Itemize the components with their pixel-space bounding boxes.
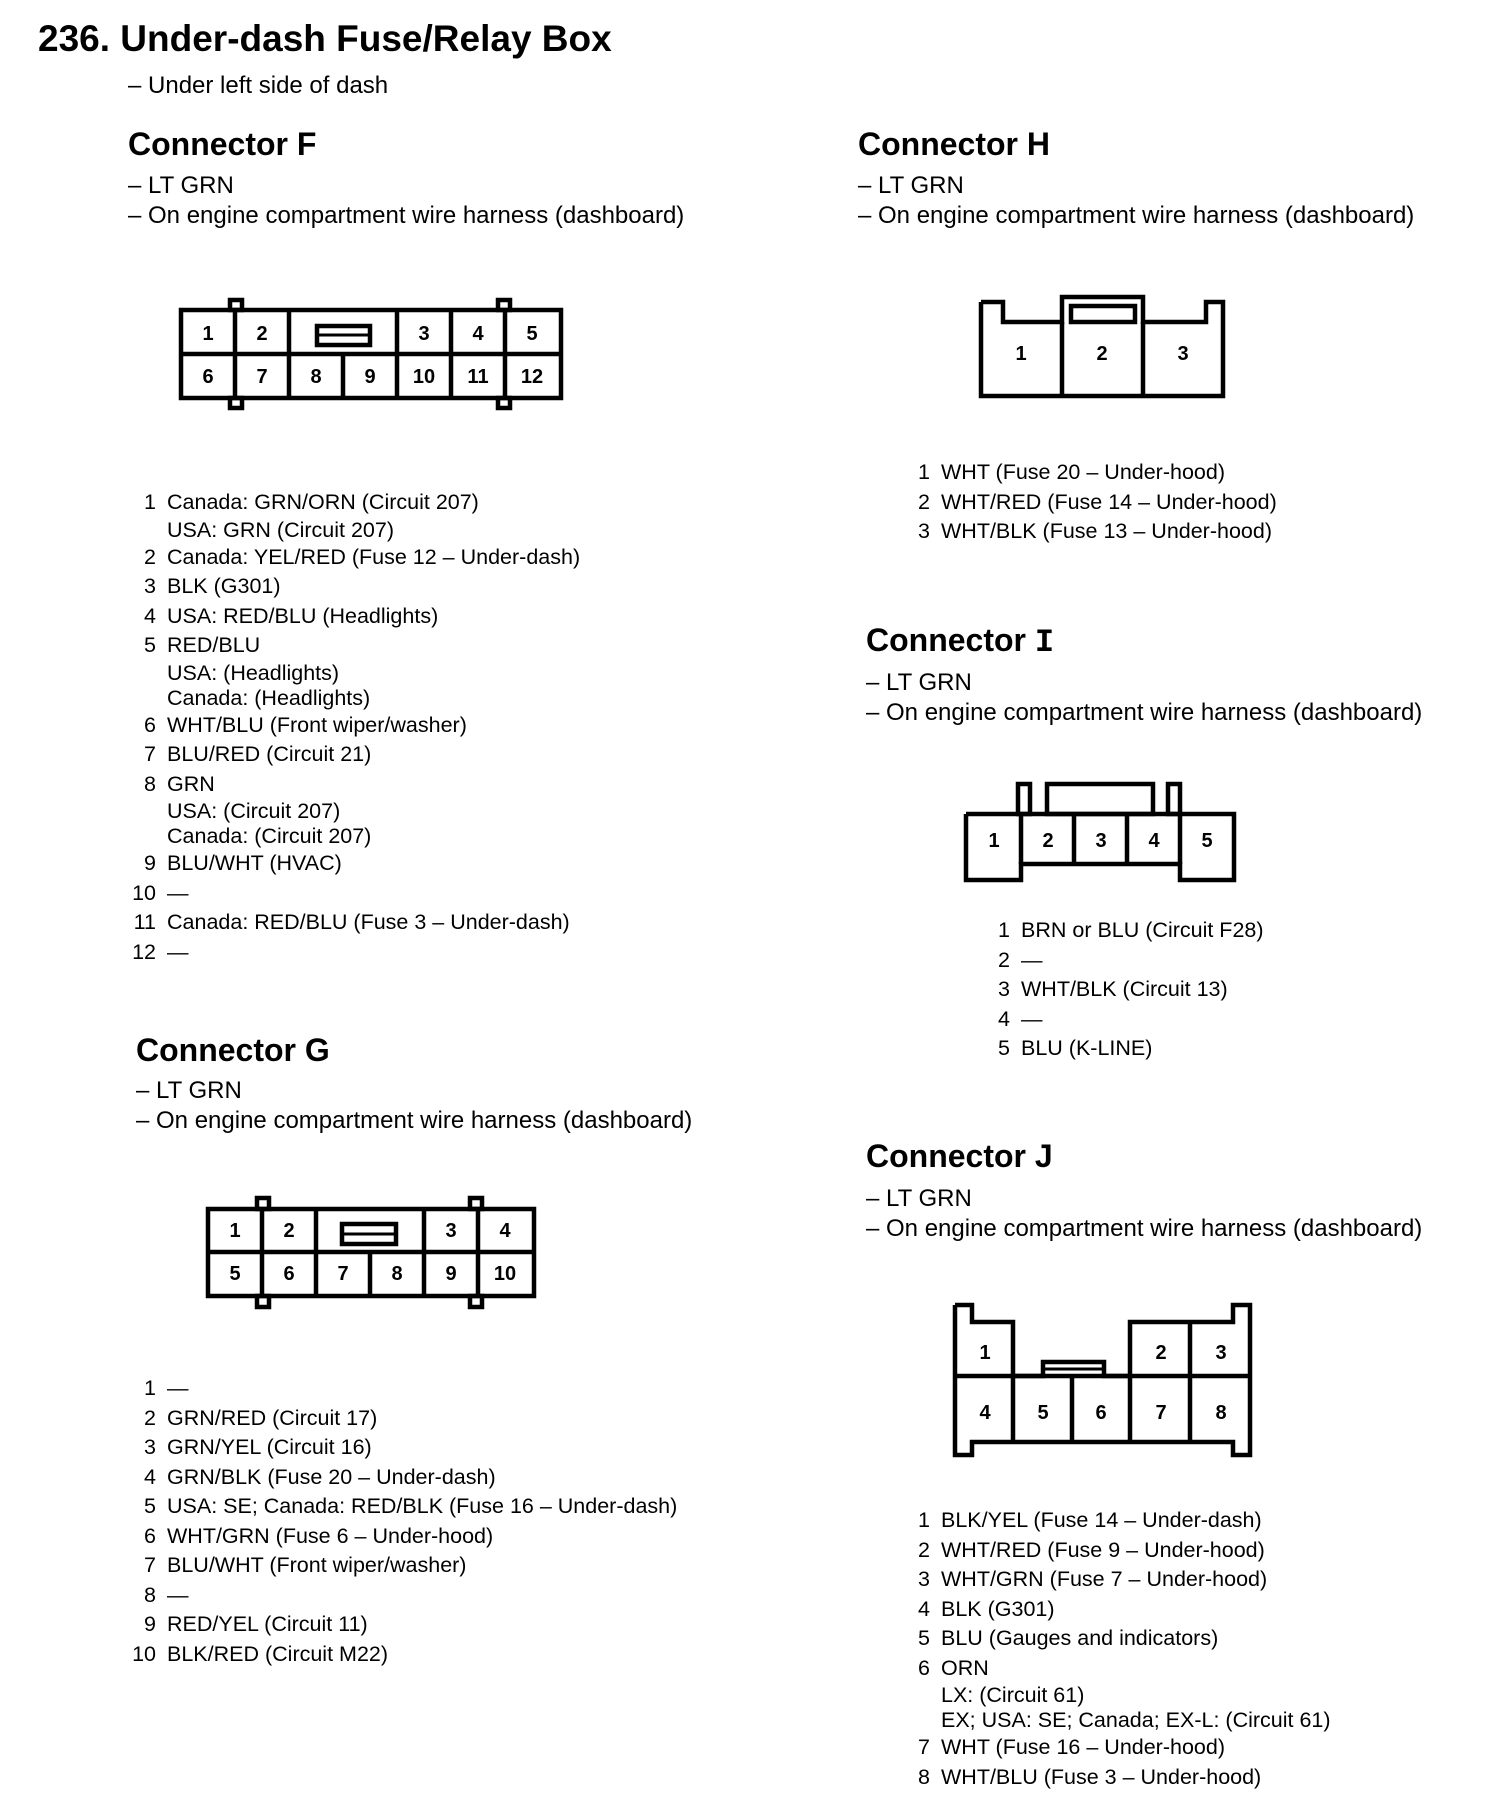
pin-number: 1 — [144, 1376, 156, 1400]
pin-number: 6 — [144, 1523, 156, 1548]
page-location: – Under left side of dash — [128, 72, 389, 99]
pin-description: WHT (Fuse 20 – Under-hood) — [941, 460, 1225, 484]
pin-description: BLK/RED (Circuit M22) — [167, 1641, 389, 1666]
connector-j-cavity-2: 2 — [1155, 1342, 1167, 1364]
pin-number: 12 — [132, 939, 156, 964]
connector-g-heading-prefix: Connector — [136, 1032, 296, 1068]
connector-f-cavity-1: 1 — [202, 323, 214, 345]
connector-h-cavity-2: 2 — [1096, 343, 1108, 365]
connector-i-cavity-4: 4 — [1148, 830, 1160, 852]
pin-number: 4 — [998, 1006, 1010, 1031]
pin-number: 8 — [144, 1582, 156, 1607]
connector-g-cavity-10: 10 — [493, 1263, 517, 1285]
pin-number: 7 — [144, 1553, 156, 1577]
pin-number: 3 — [144, 1435, 156, 1459]
pin-description: GRN/BLK (Fuse 20 – Under-dash) — [167, 1464, 496, 1489]
connector-j-heading-prefix: Connector — [866, 1138, 1026, 1174]
pin-number: 2 — [918, 489, 930, 514]
pin-number: 9 — [144, 1612, 156, 1636]
pin-row — [905, 1763, 1331, 1793]
connector-f-cavity-11: 11 — [467, 366, 489, 388]
pin-number: 10 — [132, 880, 156, 905]
pin-description: BLU (K-LINE) — [1021, 1036, 1153, 1060]
connector-j-pin-list — [905, 1506, 1331, 1792]
pin-number: 3 — [918, 519, 930, 543]
pin-description: Canada: YEL/RED (Fuse 12 – Under-dash) — [167, 544, 581, 569]
connector-g-letter: G — [304, 1032, 330, 1068]
pin-number: 4 — [144, 1464, 156, 1489]
pin-description: USA: RED/BLU (Headlights) — [167, 603, 439, 628]
pin-row — [905, 1654, 1331, 1734]
pin-description: USA: SE; Canada: RED/BLK (Fuse 16 – Under-dash) — [167, 1494, 678, 1518]
pin-subnote: USA: GRN (Circuit 207) — [167, 517, 394, 542]
pin-row — [905, 1506, 1331, 1536]
pin-description: — — [167, 1376, 189, 1400]
pin-description: BLU/WHT (Front wiper/washer) — [167, 1553, 467, 1577]
pin-number: 8 — [918, 1764, 930, 1789]
connector-h-color: – LT GRN — [858, 172, 964, 199]
connector-f-cavity-6: 6 — [202, 366, 214, 388]
pin-description: WHT/RED (Fuse 9 – Under-hood) — [941, 1537, 1265, 1562]
pin-description: Canada: GRN/ORN (Circuit 207) — [167, 490, 479, 514]
connector-g-harness: – On engine compartment wire harness (dashboard) — [136, 1107, 693, 1134]
connector-f-cavity-3: 3 — [418, 323, 430, 345]
connector-i-cavity-3: 3 — [1095, 830, 1107, 852]
pin-description: Canada: RED/BLU (Fuse 3 – Under-dash) — [167, 910, 570, 934]
connector-h-cavity-3: 3 — [1177, 343, 1189, 365]
connector-j-cavity-1: 1 — [979, 1342, 991, 1364]
pin-number: 7 — [144, 742, 156, 766]
pin-description: ORN — [941, 1655, 989, 1680]
connector-i-color: – LT GRN — [866, 669, 972, 696]
pin-row — [905, 1624, 1331, 1654]
pin-description: — — [167, 939, 189, 964]
pin-row — [905, 1536, 1331, 1566]
pin-description: BLK/YEL (Fuse 14 – Under-dash) — [941, 1508, 1262, 1532]
pin-number: 5 — [998, 1036, 1010, 1060]
connector-f-color: – LT GRN — [128, 172, 234, 199]
connector-f-cavity-8: 8 — [310, 366, 322, 388]
pin-description: WHT/BLU (Fuse 3 – Under-hood) — [941, 1764, 1262, 1789]
pin-subnote: USA: (Headlights) — [167, 660, 340, 685]
pin-row — [905, 1565, 1331, 1595]
pin-description: GRN — [167, 771, 215, 796]
pin-number: 2 — [998, 947, 1010, 972]
page-title: 236. Under-dash Fuse/Relay Box — [38, 18, 612, 59]
pin-number: 7 — [918, 1735, 930, 1759]
pin-subnote: Canada: (Circuit 207) — [167, 824, 372, 848]
connector-f-cavity-10: 10 — [412, 366, 436, 388]
pin-number: 5 — [144, 1494, 156, 1518]
pin-description: WHT (Fuse 16 – Under-hood) — [941, 1735, 1225, 1759]
connector-f-cavity-4: 4 — [472, 323, 484, 345]
pin-description: GRN/RED (Circuit 17) — [167, 1405, 378, 1430]
pin-number: 11 — [133, 910, 156, 934]
connector-g-cavity-1: 1 — [229, 1220, 241, 1242]
connector-f-heading-prefix: Connector — [128, 126, 288, 162]
connector-j-harness: – On engine compartment wire harness (dashboard) — [866, 1215, 1423, 1242]
pin-subnote: LX: (Circuit 61) — [941, 1683, 1085, 1707]
connector-f-cavity-7: 7 — [256, 366, 268, 388]
pin-row — [905, 1733, 1331, 1763]
connector-j-cavity-8: 8 — [1215, 1402, 1227, 1424]
pin-subnote: USA: (Circuit 207) — [167, 799, 341, 823]
pin-description: WHT/GRN (Fuse 7 – Under-hood) — [941, 1567, 1268, 1591]
pin-number: 2 — [918, 1537, 930, 1562]
connector-f-letter: F — [296, 126, 317, 162]
connector-i-harness: – On engine compartment wire harness (dashboard) — [866, 699, 1423, 726]
connector-g-cavity-9: 9 — [445, 1263, 457, 1285]
connector-h-harness: – On engine compartment wire harness (dashboard) — [858, 202, 1415, 229]
pin-subnote: Canada: (Headlights) — [167, 685, 371, 710]
pin-number: 6 — [918, 1655, 930, 1680]
pin-description: WHT/GRN (Fuse 6 – Under-hood) — [167, 1523, 494, 1548]
pin-description: — — [167, 1582, 189, 1607]
connector-j-cavity-6: 6 — [1095, 1402, 1107, 1424]
connector-g-cavity-3: 3 — [445, 1220, 457, 1242]
pin-number: 8 — [144, 771, 156, 796]
pin-number: 2 — [144, 1405, 156, 1430]
pin-number: 5 — [144, 633, 156, 657]
pin-description: WHT/BLK (Fuse 13 – Under-hood) — [941, 519, 1272, 543]
pin-row — [905, 1595, 1331, 1625]
pin-description: BLU/RED (Circuit 21) — [167, 742, 372, 766]
connector-f-cavity-2: 2 — [256, 323, 268, 345]
connector-g-cavity-6: 6 — [283, 1263, 295, 1285]
connector-h-letter: H — [1026, 126, 1050, 162]
pin-description: BRN or BLU (Circuit F28) — [1021, 918, 1264, 942]
connector-g-color: – LT GRN — [136, 1077, 242, 1104]
pin-number: 1 — [998, 918, 1010, 942]
pin-number: 10 — [132, 1641, 156, 1666]
pin-number: 3 — [918, 1567, 930, 1591]
pin-description: RED/YEL (Circuit 11) — [167, 1612, 368, 1636]
connector-i-cavity-1: 1 — [988, 830, 1000, 852]
pin-description: WHT/BLU (Front wiper/washer) — [167, 712, 467, 737]
pin-description: BLU/WHT (HVAC) — [167, 851, 342, 875]
connector-g-cavity-8: 8 — [391, 1263, 403, 1285]
pin-number: 1 — [918, 460, 930, 484]
connector-g-cavity-2: 2 — [283, 1220, 295, 1242]
connector-j-cavity-3: 3 — [1215, 1342, 1227, 1364]
connector-g-cavity-4: 4 — [499, 1220, 511, 1242]
connector-f-harness: – On engine compartment wire harness (dashboard) — [128, 202, 685, 229]
connector-i-cavity-5: 5 — [1201, 830, 1213, 852]
connector-i-cavity-2: 2 — [1042, 830, 1054, 852]
connector-f-cavity-5: 5 — [526, 323, 538, 345]
pin-description: BLU (Gauges and indicators) — [941, 1626, 1219, 1650]
connector-j-letter: J — [1034, 1138, 1053, 1174]
pin-subnote: EX; USA: SE; Canada; EX-L: (Circuit 61) — [941, 1708, 1331, 1732]
pin-number: 4 — [144, 603, 156, 628]
pin-number: 3 — [998, 977, 1010, 1001]
pin-number: 1 — [144, 490, 156, 514]
connector-g-cavity-5: 5 — [229, 1263, 241, 1285]
connector-f-cavity-9: 9 — [364, 366, 376, 388]
connector-g-cavity-7: 7 — [337, 1263, 349, 1285]
connector-j-cavity-5: 5 — [1037, 1402, 1049, 1424]
connector-i-letter: I — [1034, 624, 1055, 661]
pin-number: 3 — [144, 574, 156, 598]
pin-description: — — [1021, 947, 1043, 972]
pin-description: WHT/RED (Fuse 14 – Under-hood) — [941, 489, 1277, 514]
pin-number: 6 — [144, 712, 156, 737]
pin-number: 4 — [918, 1596, 930, 1621]
pin-number: 1 — [918, 1508, 930, 1532]
connector-h-heading-prefix: Connector — [858, 126, 1018, 162]
pin-number: 2 — [144, 544, 156, 569]
pin-number: 9 — [144, 851, 156, 875]
connector-j-cavity-4: 4 — [979, 1402, 991, 1424]
pin-description: — — [1021, 1006, 1043, 1031]
connector-j-color: – LT GRN — [866, 1185, 972, 1212]
connector-f-cavity-12: 12 — [520, 366, 544, 388]
connector-j-cavity-7: 7 — [1155, 1402, 1167, 1424]
pin-description: BLK (G301) — [167, 574, 281, 598]
pin-number: 5 — [918, 1626, 930, 1650]
pin-description: WHT/BLK (Circuit 13) — [1021, 977, 1228, 1001]
connector-h-cavity-1: 1 — [1015, 343, 1027, 365]
pin-description: — — [167, 880, 189, 905]
pin-description: RED/BLU — [167, 633, 261, 657]
pin-description: BLK (G301) — [941, 1596, 1055, 1621]
pin-description: GRN/YEL (Circuit 16) — [167, 1435, 372, 1459]
connector-i-heading-prefix: Connector — [866, 622, 1026, 658]
